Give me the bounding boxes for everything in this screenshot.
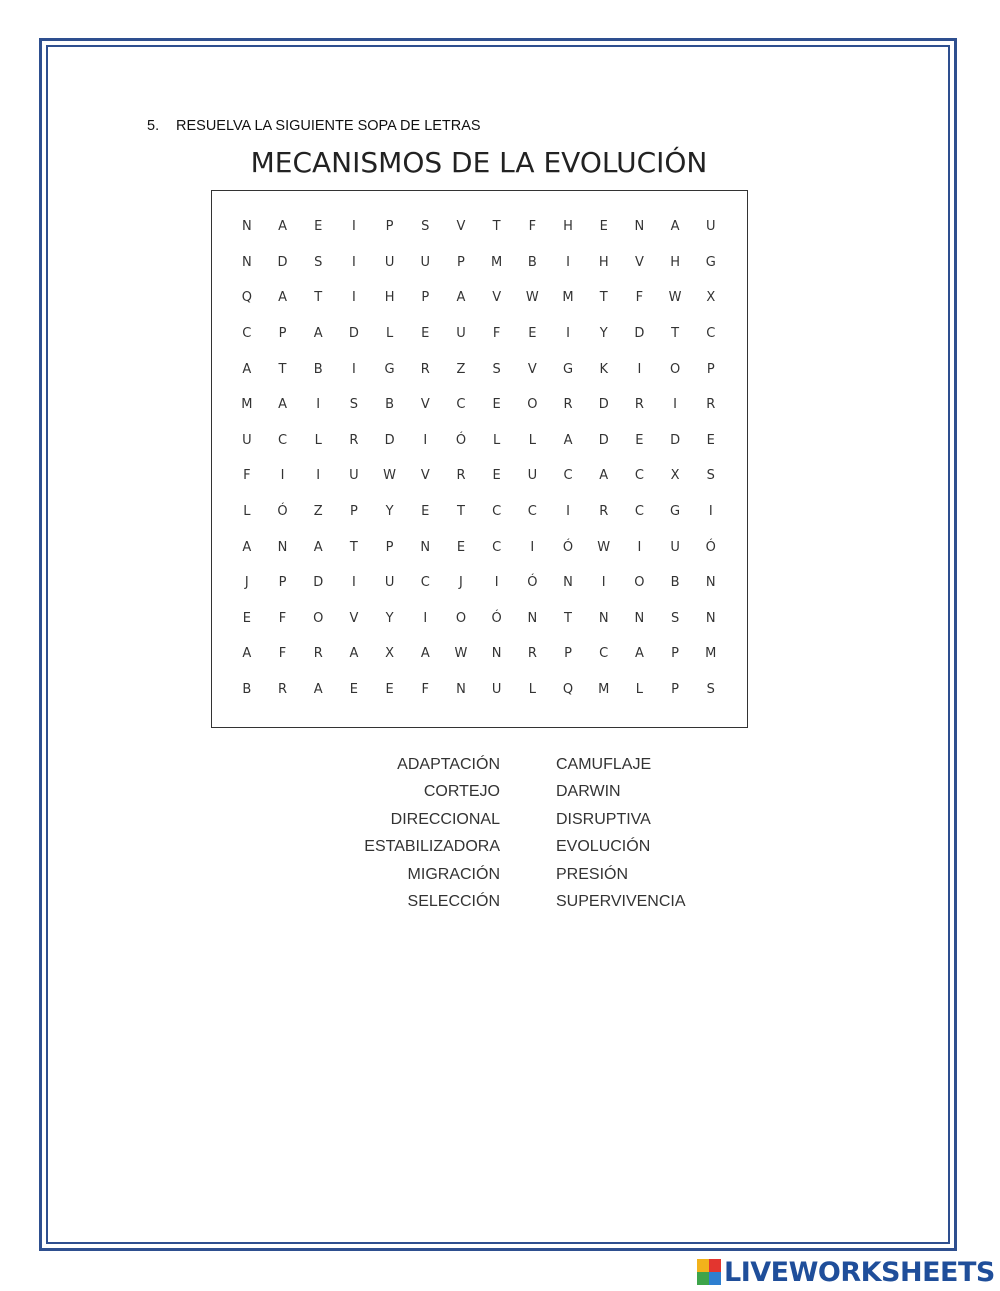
grid-cell[interactable]: F <box>421 682 430 698</box>
grid-cell[interactable]: T <box>278 361 287 377</box>
grid-cell[interactable]: E <box>706 432 715 448</box>
grid-cell[interactable]: A <box>242 361 252 377</box>
puzzle-title: MECANISMOS DE LA EVOLUCIÓN <box>250 146 708 179</box>
grid-cell[interactable]: G <box>705 254 716 270</box>
grid-cell[interactable]: I <box>637 539 642 555</box>
grid-cell[interactable]: S <box>314 254 323 270</box>
grid-cell[interactable]: R <box>349 432 359 448</box>
grid-cell[interactable]: J <box>459 575 463 591</box>
grid-cell[interactable]: B <box>242 682 252 698</box>
grid-cell[interactable]: I <box>423 432 428 448</box>
grid-cell[interactable]: S <box>706 682 715 698</box>
grid-cell[interactable]: W <box>668 290 682 306</box>
grid-cell[interactable]: I <box>351 361 356 377</box>
grid-cell[interactable]: Q <box>241 290 252 306</box>
grid-cell[interactable]: G <box>670 504 681 520</box>
liveworksheets-logo <box>697 1254 995 1290</box>
grid-cell[interactable]: A <box>313 326 323 342</box>
word-list-item: EVOLUCIÓN <box>556 838 651 856</box>
grid-cell[interactable]: B <box>527 254 537 270</box>
grid-cell[interactable]: R <box>599 504 609 520</box>
grid-cell[interactable]: L <box>493 432 501 448</box>
grid-cell[interactable]: Q <box>562 682 574 698</box>
grid-cell[interactable]: C <box>420 575 430 591</box>
grid-cell[interactable]: R <box>313 646 323 662</box>
grid-cell[interactable]: E <box>421 504 430 520</box>
grid-cell[interactable]: G <box>384 361 395 377</box>
logo-text: LIVEWORKSHEETS <box>724 1256 995 1288</box>
grid-cell[interactable]: H <box>598 254 609 270</box>
grid-cell[interactable]: D <box>598 397 609 413</box>
grid-cell[interactable]: U <box>242 432 252 448</box>
word-list-item: PRESIÓN <box>556 865 629 883</box>
grid-cell[interactable]: V <box>456 219 466 235</box>
grid-cell[interactable]: X <box>706 290 716 306</box>
grid-cell[interactable]: Ó <box>277 504 288 520</box>
grid-cell[interactable]: N <box>705 610 716 626</box>
grid-cell[interactable]: C <box>634 504 644 520</box>
grid-cell[interactable]: J <box>244 575 249 591</box>
grid-cell[interactable]: N <box>598 610 609 626</box>
grid-cell[interactable]: I <box>351 575 356 591</box>
grid-cell[interactable]: N <box>491 646 502 662</box>
grid-cell[interactable]: A <box>634 646 644 662</box>
grid-cell[interactable]: A <box>313 539 323 555</box>
grid-cell[interactable]: E <box>528 326 537 342</box>
grid-cell[interactable]: H <box>563 219 573 235</box>
grid-cell[interactable]: F <box>528 219 537 235</box>
grid-cell[interactable]: R <box>706 397 716 413</box>
grid-cell[interactable]: X <box>670 468 680 484</box>
grid-cell[interactable]: E <box>385 682 394 698</box>
grid-cell[interactable]: H <box>384 290 395 306</box>
grid-cell[interactable]: F <box>635 290 644 306</box>
grid-cell[interactable]: O <box>669 361 681 377</box>
word-list-item: DIRECCIONAL <box>390 810 500 828</box>
word-list-item: MIGRACIÓN <box>407 865 500 883</box>
grid-cell[interactable]: D <box>634 326 645 342</box>
grid-cell[interactable]: Y <box>385 610 394 626</box>
grid-cell[interactable]: P <box>564 646 572 662</box>
grid-cell[interactable]: U <box>456 326 466 342</box>
grid-cell[interactable]: D <box>277 254 288 270</box>
word-list-item: CAMUFLAJE <box>556 756 652 773</box>
grid-cell[interactable]: F <box>492 326 501 342</box>
word-list-left <box>330 754 500 918</box>
grid-cell[interactable]: A <box>278 219 287 235</box>
grid-cell[interactable]: T <box>564 610 572 626</box>
grid-cell[interactable]: I <box>530 539 535 555</box>
grid-cell[interactable]: L <box>385 326 394 342</box>
grid-cell[interactable]: P <box>278 326 287 342</box>
grid-cell[interactable]: I <box>351 254 356 270</box>
grid-cell[interactable]: C <box>563 468 573 484</box>
grid-cell[interactable]: L <box>314 432 322 448</box>
word-list-item: DARWIN <box>556 783 621 801</box>
grid-cell[interactable]: E <box>242 610 251 626</box>
grid-cell[interactable]: V <box>634 254 644 270</box>
grid-cell[interactable]: E <box>314 219 323 235</box>
grid-cell[interactable]: O <box>634 575 645 591</box>
grid-cell[interactable]: Y <box>599 326 608 342</box>
grid-cell[interactable]: I <box>637 361 642 377</box>
grid-cell[interactable]: C <box>492 504 502 520</box>
grid-cell[interactable]: I <box>316 468 321 484</box>
grid-cell[interactable]: B <box>385 397 395 413</box>
grid-cell[interactable]: C <box>527 504 537 520</box>
grid-cell[interactable]: Ó <box>562 539 574 555</box>
grid-cell[interactable]: S <box>670 610 680 626</box>
grid-cell[interactable]: P <box>278 575 287 591</box>
grid-cell[interactable]: A <box>456 290 466 306</box>
grid-cell[interactable]: O <box>455 610 467 626</box>
grid-cell[interactable]: N <box>420 539 431 555</box>
grid-cell[interactable]: M <box>562 290 574 306</box>
grid-cell[interactable]: W <box>383 468 397 484</box>
grid-cell[interactable]: U <box>384 254 395 270</box>
grid-cell[interactable]: V <box>527 361 537 377</box>
grid-cell[interactable]: C <box>492 539 502 555</box>
grid-cell[interactable]: N <box>634 610 645 626</box>
grid-cell[interactable]: X <box>385 646 395 662</box>
grid-cell[interactable]: V <box>420 397 430 413</box>
grid-cell[interactable]: E <box>599 219 608 235</box>
grid-cell[interactable]: O <box>313 610 324 626</box>
grid-cell[interactable]: Ó <box>455 432 467 448</box>
instruction-number: 5. <box>147 118 160 134</box>
grid-cell[interactable]: N <box>241 254 252 270</box>
grid-cell[interactable]: E <box>492 468 501 484</box>
logo-icon <box>697 1259 721 1285</box>
grid-cell[interactable]: O <box>527 397 538 413</box>
grid-cell[interactable]: L <box>528 682 536 698</box>
grid-cell[interactable]: A <box>420 646 430 662</box>
grid-cell[interactable]: I <box>494 575 499 591</box>
grid-cell[interactable]: E <box>635 432 644 448</box>
grid-cell[interactable]: S <box>492 361 501 377</box>
grid-cell[interactable]: S <box>421 219 430 235</box>
grid-cell[interactable]: I <box>566 254 570 270</box>
grid-cell[interactable]: B <box>313 361 323 377</box>
grid-cell[interactable]: I <box>708 504 713 520</box>
grid-cell[interactable]: M <box>491 254 503 270</box>
grid-cell[interactable]: A <box>313 682 323 698</box>
grid-cell[interactable]: A <box>599 468 609 484</box>
grid-cell[interactable]: C <box>242 326 252 342</box>
instruction <box>147 118 481 134</box>
word-list-item: DISRUPTIVA <box>556 810 651 828</box>
grid-cell[interactable]: Ó <box>705 539 716 555</box>
grid-cell[interactable]: L <box>243 504 251 520</box>
word-list-right <box>556 754 756 918</box>
grid-cell[interactable]: D <box>313 575 324 591</box>
word-list-item: ADAPTACIÓN <box>397 756 500 773</box>
word-search-grid[interactable] <box>229 209 729 707</box>
grid-cell[interactable]: N <box>563 575 573 591</box>
grid-cell[interactable]: I <box>316 397 321 413</box>
grid-cell[interactable]: C <box>277 432 288 448</box>
grid-cell[interactable]: L <box>528 432 536 448</box>
grid-cell[interactable]: R <box>278 682 288 698</box>
grid-cell[interactable]: P <box>671 682 680 698</box>
grid-cell[interactable]: U <box>420 254 431 270</box>
grid-cell[interactable]: U <box>670 539 680 555</box>
grid-cell[interactable]: W <box>525 290 539 306</box>
grid-cell[interactable]: Z <box>456 361 466 377</box>
grid-cell[interactable]: P <box>349 504 358 520</box>
grid-cell[interactable]: A <box>563 432 573 448</box>
grid-cell[interactable]: E <box>349 682 359 698</box>
grid-cell[interactable]: V <box>492 290 502 306</box>
grid-cell[interactable]: M <box>241 397 253 413</box>
grid-cell[interactable]: V <box>349 610 359 626</box>
grid-cell[interactable]: R <box>634 397 644 413</box>
grid-cell[interactable]: U <box>349 468 359 484</box>
grid-cell[interactable]: U <box>384 575 395 591</box>
grid-cell[interactable]: I <box>566 326 570 342</box>
grid-cell[interactable]: A <box>278 290 287 306</box>
grid-cell[interactable]: S <box>349 397 359 413</box>
word-list-item: SELECCIÓN <box>407 892 500 910</box>
grid-cell[interactable]: V <box>420 468 430 484</box>
grid-cell[interactable]: P <box>385 219 394 235</box>
grid-cell[interactable]: Y <box>385 504 394 520</box>
grid-cell[interactable]: L <box>635 682 644 698</box>
grid-cell[interactable]: U <box>527 468 538 484</box>
grid-cell[interactable]: M <box>705 646 717 662</box>
grid-cell[interactable]: W <box>597 539 611 555</box>
grid-cell[interactable]: F <box>278 610 287 626</box>
grid-cell[interactable]: G <box>562 361 574 377</box>
grid-cell[interactable]: C <box>634 468 644 484</box>
grid-cell[interactable]: T <box>456 504 465 520</box>
grid-cell[interactable]: D <box>598 432 609 448</box>
grid-cell[interactable]: R <box>527 646 537 662</box>
grid-cell[interactable]: T <box>671 326 680 342</box>
grid-cell[interactable]: T <box>599 290 608 306</box>
grid-cell[interactable]: K <box>599 361 608 377</box>
grid-cell[interactable]: Z <box>313 504 323 520</box>
grid-cell[interactable]: T <box>314 290 323 306</box>
grid-cell[interactable]: E <box>421 326 430 342</box>
grid-cell[interactable]: P <box>706 361 715 377</box>
grid-cell[interactable]: A <box>670 219 680 235</box>
grid-cell[interactable]: Ó <box>527 575 538 591</box>
grid-cell[interactable]: A <box>349 646 359 662</box>
grid-cell[interactable]: S <box>706 468 715 484</box>
grid-cell[interactable]: I <box>351 219 356 235</box>
grid-cell[interactable]: E <box>456 539 466 555</box>
grid-cell[interactable]: N <box>456 682 466 698</box>
word-list-item: ESTABILIZADORA <box>364 838 500 856</box>
grid-cell[interactable]: P <box>671 646 680 662</box>
grid-cell[interactable]: I <box>280 468 285 484</box>
grid-cell[interactable]: D <box>670 432 681 448</box>
grid-cell[interactable]: N <box>241 219 252 235</box>
grid-cell[interactable]: M <box>598 682 610 698</box>
grid-cell[interactable]: E <box>492 397 501 413</box>
grid-cell[interactable]: U <box>491 682 502 698</box>
grid-cell[interactable]: R <box>420 361 430 377</box>
grid-cell[interactable]: D <box>384 432 395 448</box>
grid-cell[interactable]: F <box>278 646 287 662</box>
grid-cell[interactable]: A <box>242 539 252 555</box>
grid-cell[interactable]: A <box>278 397 287 413</box>
grid-cell[interactable]: F <box>243 468 251 484</box>
grid-cell[interactable]: H <box>670 254 680 270</box>
grid-cell[interactable]: U <box>706 219 716 235</box>
grid-cell[interactable]: W <box>454 646 468 662</box>
grid-cell[interactable]: N <box>634 219 645 235</box>
grid-cell[interactable]: I <box>673 397 678 413</box>
grid-cell[interactable]: I <box>601 575 606 591</box>
grid-cell[interactable]: I <box>351 290 356 306</box>
grid-cell[interactable]: R <box>563 397 573 413</box>
grid-cell[interactable]: C <box>599 646 609 662</box>
word-list-item: CORTEJO <box>423 783 500 801</box>
grid-cell[interactable]: T <box>492 219 501 235</box>
grid-cell[interactable]: N <box>277 539 288 555</box>
grid-cell[interactable]: N <box>527 610 538 626</box>
instruction-text: RESUELVA LA SIGUIENTE SOPA DE LETRAS <box>176 118 481 134</box>
grid-cell[interactable]: D <box>348 326 359 342</box>
grid-cell[interactable]: R <box>456 468 466 484</box>
grid-cell[interactable]: I <box>423 610 428 626</box>
grid-cell[interactable]: A <box>242 646 252 662</box>
word-list-item: SUPERVIVENCIA <box>556 892 686 910</box>
grid-cell[interactable]: C <box>456 397 466 413</box>
grid-cell[interactable]: N <box>705 575 716 591</box>
grid-cell[interactable]: P <box>385 539 394 555</box>
grid-cell[interactable]: I <box>566 504 570 520</box>
grid-cell[interactable]: T <box>349 539 358 555</box>
grid-cell[interactable]: C <box>706 326 716 342</box>
grid-cell[interactable]: Ó <box>491 610 502 626</box>
grid-cell[interactable]: P <box>457 254 465 270</box>
grid-cell[interactable]: P <box>421 290 430 306</box>
grid-cell[interactable]: B <box>670 575 680 591</box>
